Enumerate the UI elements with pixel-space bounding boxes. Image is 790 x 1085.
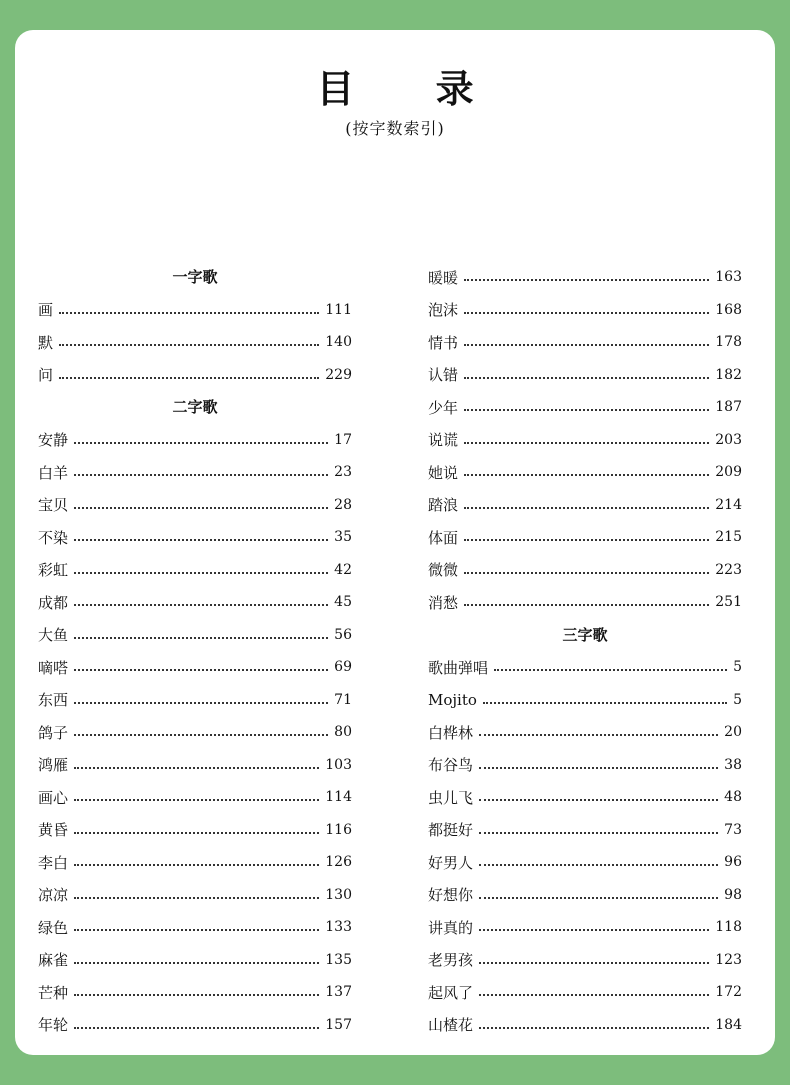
- song-title: 讲真的: [428, 918, 474, 937]
- toc-entry[interactable]: [38, 651, 352, 683]
- dot-leader: [74, 702, 328, 704]
- dot-leader: [464, 507, 709, 509]
- page-number: 126: [325, 854, 352, 870]
- dot-leader: [74, 442, 328, 444]
- toc-entry[interactable]: [38, 424, 352, 456]
- toc-entry[interactable]: [38, 976, 352, 1008]
- dot-leader: [464, 312, 709, 314]
- toc-entry[interactable]: [428, 456, 742, 488]
- song-title: 不染: [38, 528, 69, 547]
- dot-leader: [483, 702, 727, 704]
- dot-leader: [464, 377, 709, 379]
- song-title: 少年: [428, 398, 459, 417]
- toc-entry[interactable]: [38, 911, 352, 943]
- song-title: 歌曲弹唱: [428, 658, 489, 677]
- page-number: 38: [724, 756, 742, 773]
- dot-leader: [74, 929, 319, 931]
- dot-leader: [479, 897, 718, 899]
- page-number: 17: [334, 431, 352, 448]
- song-title: 宝贝: [38, 496, 69, 514]
- dot-leader: [479, 962, 709, 964]
- toc-entry[interactable]: [428, 326, 742, 358]
- dot-leader: [74, 799, 319, 801]
- toc-entry[interactable]: [428, 781, 742, 813]
- dot-leader: [74, 474, 328, 476]
- song-title: 鸿雁: [38, 756, 69, 774]
- dot-leader: [74, 572, 328, 574]
- song-title: 芒种: [38, 983, 69, 1002]
- toc-entry[interactable]: [38, 879, 352, 911]
- song-title: 李白: [38, 853, 69, 872]
- song-title: 问: [38, 366, 54, 384]
- page-number: 157: [325, 1016, 352, 1033]
- page-number: 5: [733, 659, 742, 675]
- toc-entry[interactable]: [428, 586, 742, 618]
- page-number: 116: [325, 821, 352, 838]
- page-number: 45: [334, 594, 352, 610]
- page-number: 73: [724, 821, 742, 838]
- dot-leader: [74, 832, 319, 834]
- song-title: 山楂花: [428, 1016, 474, 1034]
- dot-leader: [464, 442, 709, 444]
- dot-leader: [59, 377, 319, 379]
- dot-leader: [479, 864, 718, 866]
- song-title: 她说: [428, 463, 459, 482]
- song-title: 白桦林: [428, 723, 474, 742]
- page-number: 5: [733, 691, 742, 708]
- dot-leader: [74, 767, 319, 769]
- section-header: 三字歌: [562, 625, 608, 644]
- song-title: 暖暖: [428, 268, 459, 287]
- toc-entry[interactable]: [38, 814, 352, 846]
- toc-entry[interactable]: [428, 261, 742, 293]
- song-title: 泡沫: [428, 301, 459, 319]
- song-title: 默: [38, 333, 54, 352]
- song-title: Mojito: [428, 690, 477, 709]
- toc-entry[interactable]: [38, 749, 352, 781]
- dot-leader: [59, 312, 319, 314]
- toc-entry[interactable]: [38, 359, 352, 391]
- page-number: 56: [334, 626, 352, 643]
- song-title: 麻雀: [38, 951, 69, 969]
- toc-entry[interactable]: [38, 684, 352, 716]
- toc-entry[interactable]: [428, 846, 742, 878]
- page-number: 168: [715, 301, 742, 318]
- page-number: 98: [724, 886, 742, 903]
- song-title: 嘀嗒: [38, 658, 69, 677]
- section-header: 一字歌: [172, 268, 218, 286]
- song-title: 年轮: [38, 1016, 69, 1034]
- page-number: 209: [715, 464, 742, 480]
- dot-leader: [74, 507, 328, 509]
- song-title: 成都: [38, 593, 69, 612]
- page-number: 28: [334, 496, 352, 513]
- dot-leader: [464, 572, 709, 574]
- song-title: 安静: [38, 431, 69, 449]
- page-number: 69: [334, 659, 352, 675]
- song-title: 绿色: [38, 918, 69, 937]
- toc-entry[interactable]: [428, 651, 742, 683]
- toc-entry[interactable]: [428, 879, 742, 911]
- page-number: 137: [325, 984, 352, 1000]
- dot-leader: [464, 604, 709, 606]
- page-number: 42: [334, 561, 352, 578]
- toc-entry[interactable]: [38, 781, 352, 813]
- page-number: 23: [334, 464, 352, 480]
- page-number: 96: [724, 854, 742, 870]
- toc-entry[interactable]: [38, 619, 352, 651]
- song-title: 东西: [38, 691, 69, 709]
- dot-leader: [74, 962, 319, 964]
- song-title: 体面: [428, 528, 459, 547]
- toc-entry[interactable]: [38, 489, 352, 521]
- page-number: 114: [325, 789, 352, 805]
- page-number: 35: [334, 529, 352, 545]
- song-title: 都挺好: [428, 821, 474, 839]
- song-title: 彩虹: [38, 561, 69, 579]
- dot-leader: [479, 929, 709, 931]
- dot-leader: [464, 344, 709, 346]
- toc-entry[interactable]: [38, 944, 352, 976]
- toc-entry[interactable]: [38, 1009, 352, 1041]
- page-number: 178: [715, 334, 742, 350]
- dot-leader: [464, 409, 709, 411]
- page-number: 251: [715, 594, 742, 610]
- toc-entry[interactable]: [428, 716, 742, 748]
- song-title: 说谎: [428, 431, 459, 449]
- toc-entry[interactable]: [428, 911, 742, 943]
- page-number: 48: [724, 789, 742, 805]
- song-title: 好想你: [428, 886, 474, 904]
- page-number: 182: [715, 366, 742, 383]
- song-title: 画心: [38, 788, 69, 807]
- page-number: 187: [715, 399, 742, 415]
- dot-leader: [74, 604, 328, 606]
- dot-leader: [479, 734, 718, 736]
- dot-leader: [74, 637, 328, 639]
- toc-entry[interactable]: [428, 814, 742, 846]
- page-subtitle: (按字数索引): [345, 119, 445, 138]
- song-title: 老男孩: [428, 951, 474, 969]
- dot-leader: [74, 994, 319, 996]
- page-number: 223: [715, 561, 742, 578]
- page-number: 135: [325, 951, 352, 968]
- song-title: 大鱼: [38, 626, 69, 644]
- song-title: 情书: [428, 333, 459, 352]
- toc-entry[interactable]: [38, 456, 352, 488]
- page-number: 184: [715, 1016, 742, 1033]
- page-number: 229: [325, 366, 352, 383]
- toc-entry[interactable]: [428, 976, 742, 1008]
- dot-leader: [59, 344, 319, 346]
- song-title: 鸽子: [38, 723, 69, 742]
- dot-leader: [479, 799, 718, 801]
- toc-entry[interactable]: [38, 716, 352, 748]
- toc-entry[interactable]: [38, 846, 352, 878]
- toc-entry[interactable]: [428, 944, 742, 976]
- page-number: 172: [715, 984, 742, 1000]
- page-number: 163: [715, 269, 742, 285]
- page-number: 80: [334, 724, 352, 740]
- toc-entry[interactable]: [38, 326, 352, 358]
- page-number: 140: [325, 334, 352, 350]
- song-title: 踏浪: [428, 496, 459, 514]
- dot-leader: [74, 734, 328, 736]
- toc-entry[interactable]: [428, 1009, 742, 1041]
- toc-entry[interactable]: [428, 359, 742, 391]
- page-number: 103: [325, 756, 352, 773]
- song-title: 好男人: [428, 853, 474, 872]
- dot-leader: [464, 279, 709, 281]
- dot-leader: [74, 1027, 319, 1029]
- song-title: 黄昏: [38, 821, 69, 839]
- page-number: 203: [715, 431, 742, 448]
- page-number: 111: [325, 301, 352, 318]
- dot-leader: [464, 474, 709, 476]
- dot-leader: [479, 994, 709, 996]
- page-title: 目 录: [316, 67, 508, 111]
- song-title: 虫儿飞: [428, 788, 474, 807]
- toc-entry[interactable]: [428, 294, 742, 326]
- toc-entry[interactable]: [428, 489, 742, 521]
- toc-entry[interactable]: [38, 586, 352, 618]
- song-title: 画: [38, 301, 54, 319]
- song-title: 认错: [428, 366, 459, 384]
- dot-leader: [74, 864, 319, 866]
- toc-entry[interactable]: [38, 294, 352, 326]
- dot-leader: [479, 767, 718, 769]
- toc-entry[interactable]: [428, 749, 742, 781]
- page-number: 71: [334, 691, 352, 708]
- toc-entry[interactable]: [428, 554, 742, 586]
- toc-entry[interactable]: [428, 684, 742, 716]
- toc-entry[interactable]: [38, 554, 352, 586]
- song-title: 白羊: [38, 463, 69, 482]
- section-header: 二字歌: [172, 398, 218, 416]
- toc-entry[interactable]: [428, 424, 742, 456]
- page-number: 214: [715, 496, 742, 513]
- dot-leader: [74, 669, 328, 671]
- toc-entry[interactable]: [38, 521, 352, 553]
- dot-leader: [464, 539, 709, 541]
- page-number: 123: [715, 951, 742, 968]
- dot-leader: [494, 669, 727, 671]
- dot-leader: [479, 832, 718, 834]
- toc-entry[interactable]: [428, 521, 742, 553]
- toc-entry[interactable]: [428, 391, 742, 423]
- page-number: 20: [724, 724, 742, 740]
- song-title: 起风了: [428, 983, 474, 1002]
- page-number: 130: [325, 886, 352, 903]
- song-title: 微微: [428, 561, 459, 579]
- song-title: 消愁: [428, 593, 459, 612]
- page-number: 118: [715, 919, 742, 935]
- dot-leader: [74, 539, 328, 541]
- song-title: 凉凉: [38, 886, 69, 904]
- page-number: 215: [715, 529, 742, 545]
- song-title: 布谷鸟: [428, 756, 474, 774]
- dot-leader: [74, 897, 319, 899]
- page-number: 133: [325, 919, 352, 935]
- dot-leader: [479, 1027, 709, 1029]
